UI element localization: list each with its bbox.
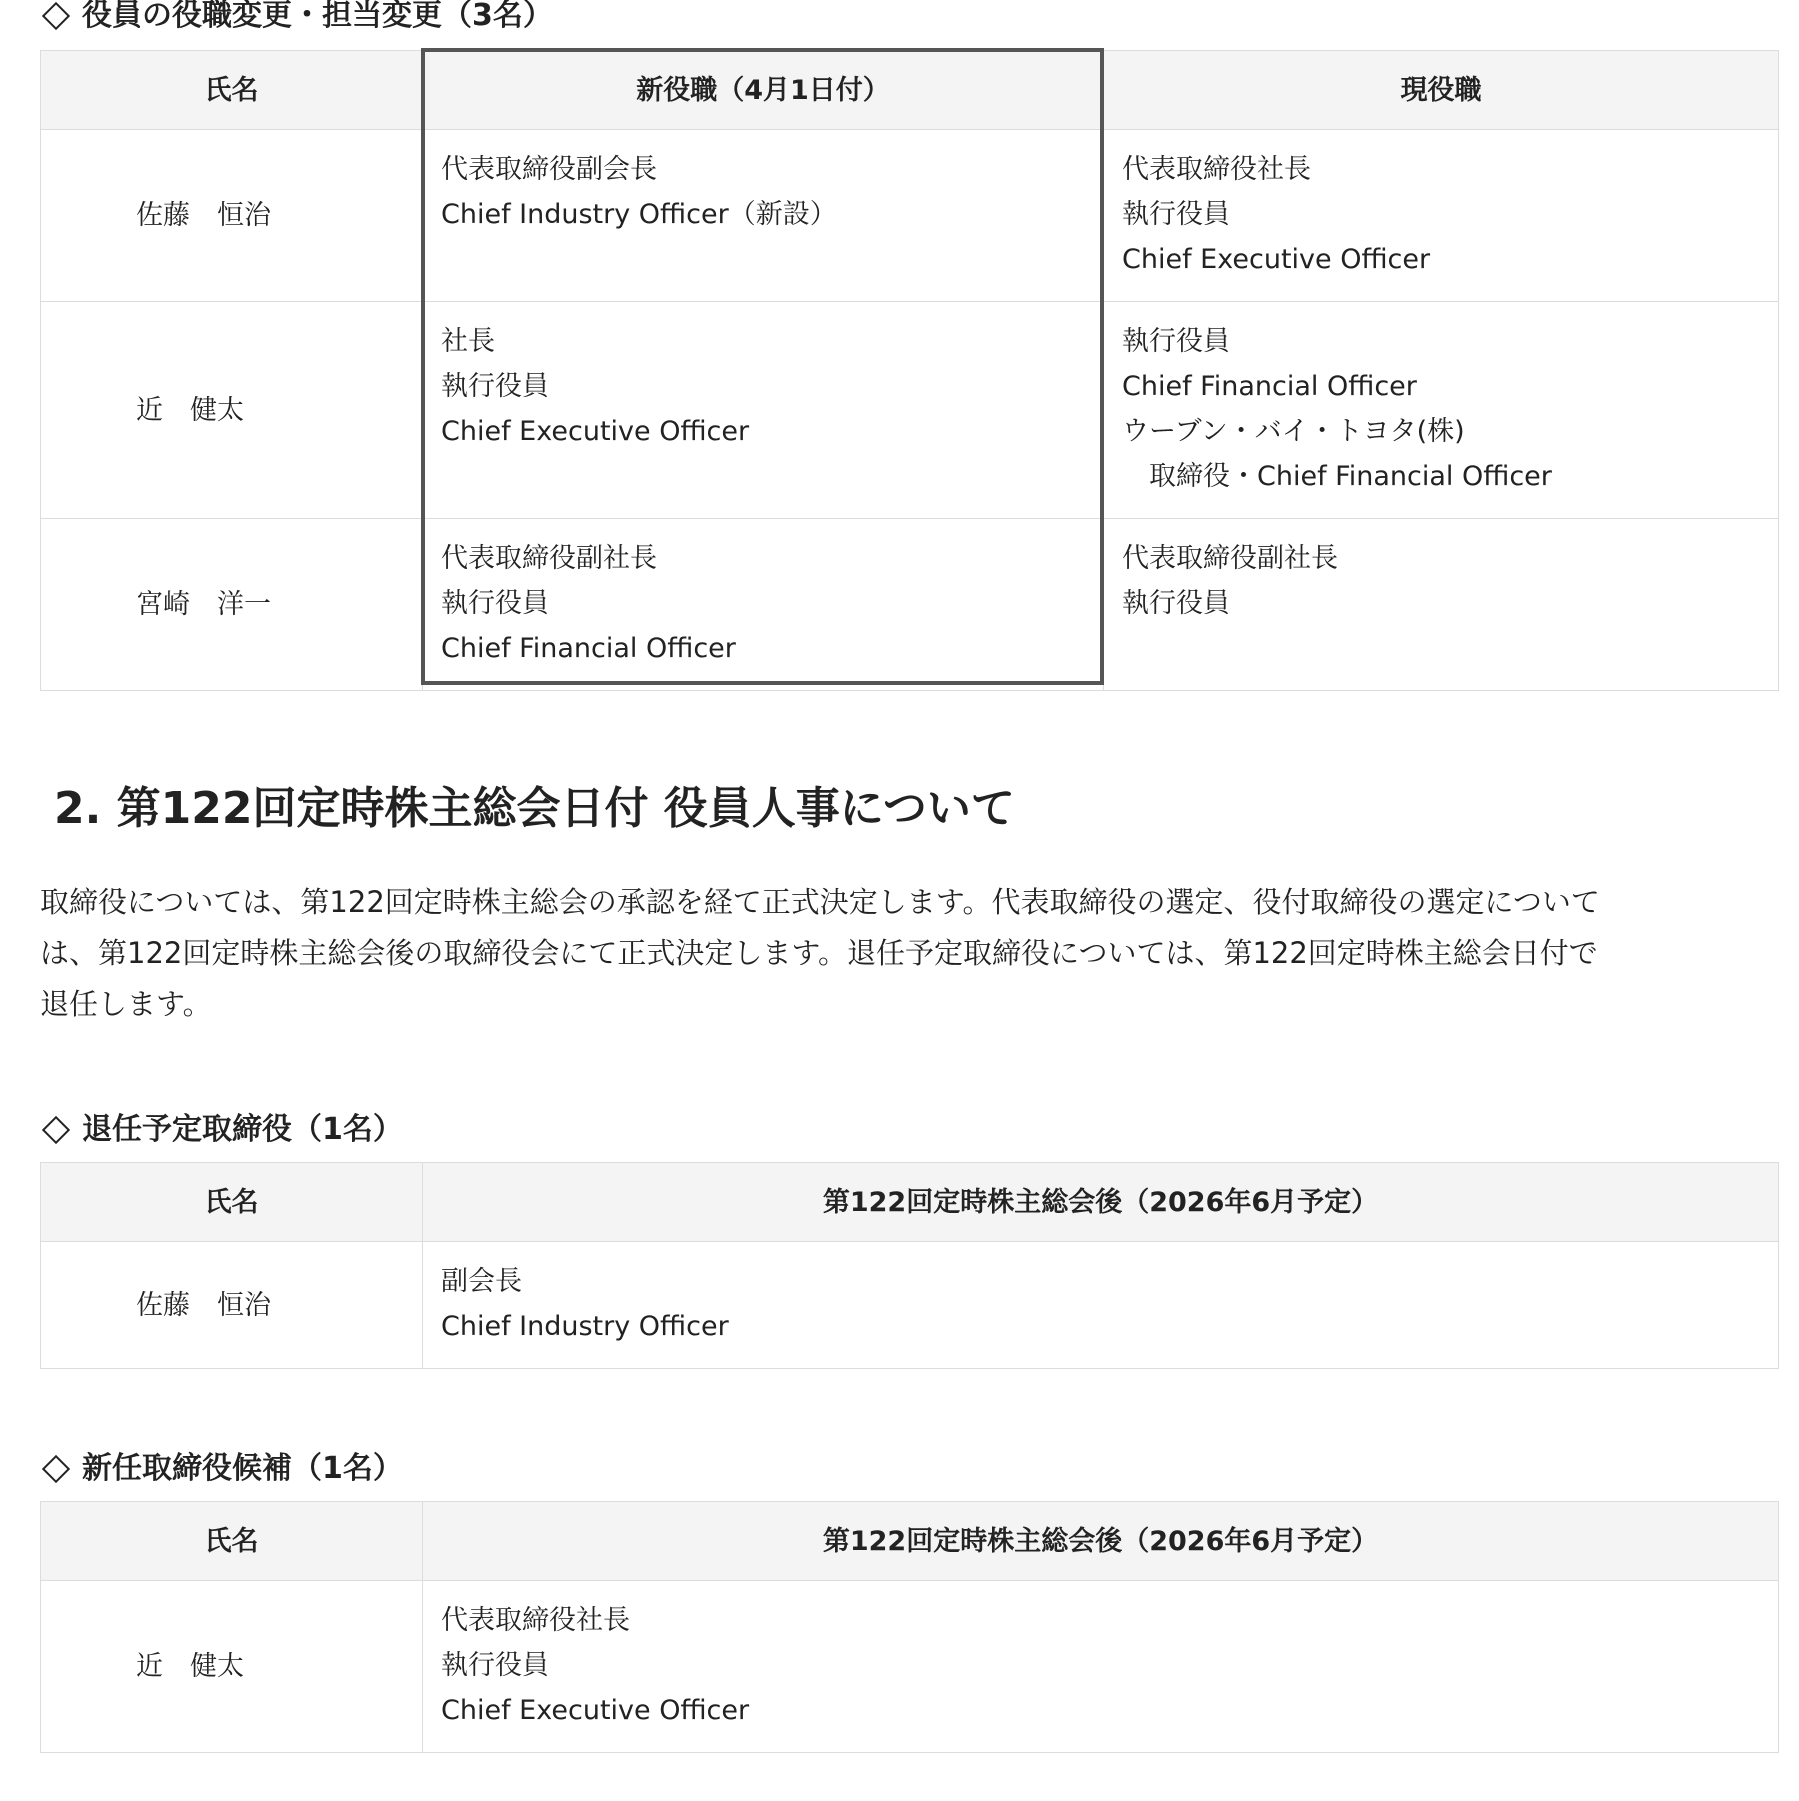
section-body — [40, 877, 1778, 1030]
role-line: 副会長 — [441, 1266, 522, 1297]
role-line: 執行役員 — [1122, 199, 1230, 230]
role-line: 執行役員 — [441, 588, 549, 619]
current-role-cell — [1104, 519, 1779, 691]
header-new-role: 新役職（4月1日付） — [423, 51, 1104, 130]
table1-heading — [40, 0, 1778, 34]
role-line: 執行役員 — [441, 1650, 549, 1681]
current-role-cell — [1104, 302, 1779, 519]
role-line: Chief Executive Officer — [441, 416, 750, 447]
role-line: Chief Financial Officer — [441, 633, 736, 664]
header-name: 氏名 — [41, 51, 423, 130]
body-line: は、第122回定時株主総会後の取締役会にて正式決定します。退任予定取締役については、第122回定時株主総会日付で — [40, 936, 1598, 970]
table-row — [41, 302, 1779, 519]
table-row — [41, 130, 1779, 302]
new-role-cell — [423, 302, 1104, 519]
role-line: Chief Executive Officer — [441, 1695, 750, 1726]
section-title: 2. 第122回定時株主総会日付 役員人事について — [54, 783, 1015, 834]
role-change-table — [40, 50, 1779, 691]
diamond-bullet-icon — [42, 1455, 70, 1483]
new-director-candidate-table — [40, 1501, 1779, 1753]
body-line: 取締役については、第122回定時株主総会の承認を経て正式決定します。代表取締役の選定、役付取締役の選定について — [40, 885, 1600, 919]
role-line: Chief Industry Officer（新設） — [441, 199, 837, 230]
after-meeting-role-cell — [423, 1242, 1779, 1369]
header-after-meeting: 第122回定時株主総会後（2026年6月予定） — [423, 1163, 1779, 1242]
table-row — [41, 519, 1779, 691]
role-line: 代表取締役副会長 — [441, 154, 657, 185]
role-line: 執行役員 — [1122, 326, 1230, 357]
document-content — [40, 0, 1778, 1753]
diamond-bullet-icon — [42, 2, 70, 30]
role-line: Chief Executive Officer — [1122, 244, 1431, 275]
table-row — [41, 1581, 1779, 1753]
role-line: Chief Financial Officer — [1122, 371, 1417, 402]
table-row — [41, 1242, 1779, 1369]
table2-heading-text: 退任予定取締役（1名） — [82, 1112, 403, 1147]
role-line: 代表取締役副社長 — [1122, 543, 1338, 574]
table1-wrapper — [40, 50, 1778, 691]
table3-heading-text: 新任取締役候補（1名） — [82, 1451, 403, 1486]
new-role-cell — [423, 130, 1104, 302]
table-header-row — [41, 51, 1779, 130]
table-header-row — [41, 1502, 1779, 1581]
after-meeting-role-cell — [423, 1581, 1779, 1753]
role-line: 代表取締役社長 — [1122, 154, 1311, 185]
header-name: 氏名 — [41, 1502, 423, 1581]
role-line: 代表取締役副社長 — [441, 543, 657, 574]
role-line: Chief Industry Officer — [441, 1311, 729, 1342]
header-current-role: 現役職 — [1104, 51, 1779, 130]
table1-heading-text: 役員の役職変更・担当変更（3名） — [82, 0, 553, 33]
role-line: 取締役・Chief Financial Officer — [1122, 461, 1552, 492]
role-line: 執行役員 — [1122, 588, 1230, 619]
table2-heading — [40, 1112, 1778, 1148]
header-name: 氏名 — [41, 1163, 423, 1242]
person-name: 佐藤 恒治 — [41, 1242, 423, 1369]
role-line: 社長 — [441, 326, 495, 357]
person-name: 近 健太 — [41, 302, 423, 519]
retiring-director-table — [40, 1162, 1779, 1369]
person-name: 近 健太 — [41, 1581, 423, 1753]
person-name: 宮崎 洋一 — [41, 519, 423, 691]
person-name: 佐藤 恒治 — [41, 130, 423, 302]
table-header-row — [41, 1163, 1779, 1242]
current-role-cell — [1104, 130, 1779, 302]
role-line: 代表取締役社長 — [441, 1605, 630, 1636]
table3-heading — [40, 1451, 1778, 1487]
body-line: 退任します。 — [40, 987, 212, 1021]
header-after-meeting: 第122回定時株主総会後（2026年6月予定） — [423, 1502, 1779, 1581]
new-role-cell — [423, 519, 1104, 691]
role-line: 執行役員 — [441, 371, 549, 402]
diamond-bullet-icon — [42, 1116, 70, 1144]
role-line: ウーブン・バイ・トヨタ(株) — [1122, 416, 1465, 447]
